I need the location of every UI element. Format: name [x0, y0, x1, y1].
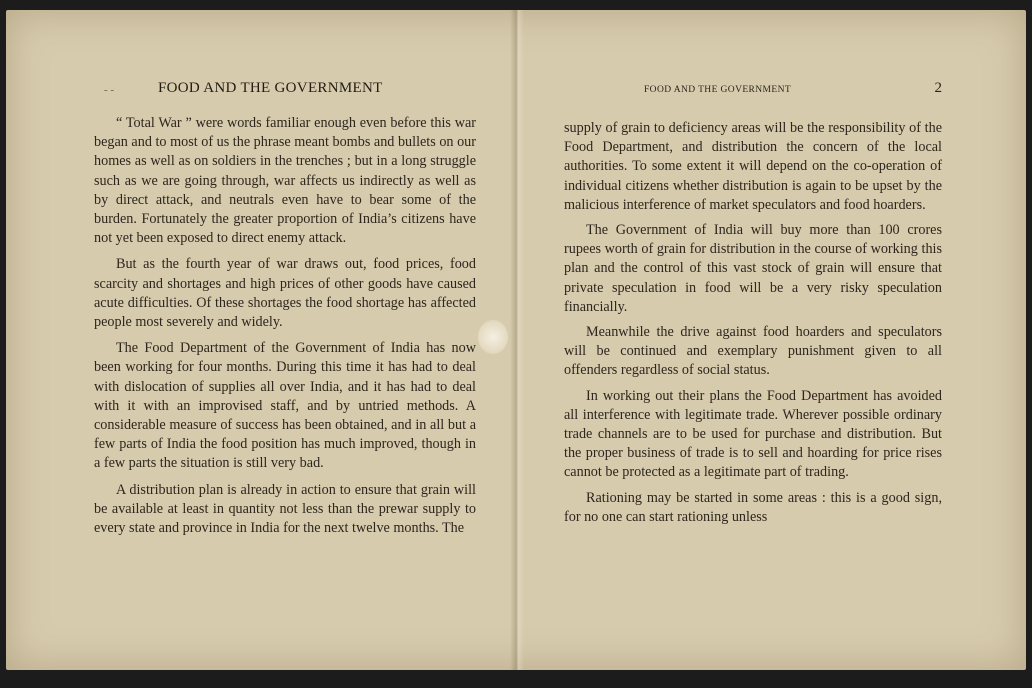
right-page — [564, 10, 942, 670]
booklet-spread — [6, 10, 1026, 670]
paragraph: The Food Department of the Government of India has now been working for four months. During this time it has had to deal with dislocation of supplies all over India, and it has had to deal with it with an improvised staff, and by untried methods. A considerable measure of success has been obtained, and in all but a few parts of India the food position has much improved, though in a few parts the situation is still very bad. — [94, 340, 476, 472]
staple-hole — [478, 320, 508, 354]
left-page-body — [94, 114, 476, 545]
paragraph: A distribution plan is already in action to ensure that grain will be available at least in quantity not less than the prewar supply to every state and province in India for the next twelve months. The — [94, 481, 476, 537]
right-page-body — [564, 119, 942, 533]
paragraph: In working out their plans the Food Department has avoided all interference with legitimate trade. Wherever possible ordinary trade channels are to be used for purchase and distribution. But the proper business of trade is to sell and hoarding for price rises cannot be protected as a legitimate part of trading. — [564, 387, 942, 481]
paragraph: Rationing may be started in some areas : this is a good sign, for no one can start rationing unless — [564, 489, 942, 525]
paragraph: The Government of India will buy more than 100 crores rupees worth of grain for distribution in the course of working this plan and the control of this vast stock of grain will ensure that private speculation in food will be a very risky speculation financially. — [564, 222, 942, 315]
paragraph: Meanwhile the drive against food hoarders and speculators will be continued and exemplary punishment given to all offenders regardless of social status. — [564, 324, 942, 379]
running-title: FOOD AND THE GOVERNMENT — [158, 80, 383, 96]
left-page-header — [94, 80, 476, 100]
paragraph: “ Total War ” were words familiar enough even before this war began and to most of us the phrase meant bombs and bullets on our homes as well as on soldiers in the trenches ; but in a long struggle such as we are going through, war affects us indirectly as well as by direct attack, and neutrals even have to bear some of the burden. Fortunately the greater proportion of India’s citizens have not yet been exposed to direct enemy attack. — [94, 115, 476, 247]
left-page — [94, 10, 476, 670]
center-fold — [510, 10, 524, 670]
header-mark: - - — [104, 84, 115, 96]
right-page-header — [564, 80, 942, 100]
running-title: FOOD AND THE GOVERNMENT — [644, 85, 792, 95]
paragraph: supply of grain to deficiency areas will be the responsibility of the Food Department, and distribution the concern of the local authorities. To some extent it will depend on the co-operation of individual citizens whether distribution is again to be upset by the malicious interference of market speculators and food hoarders. — [564, 120, 942, 213]
page-number: 2 — [934, 80, 942, 96]
paragraph: But as the fourth year of war draws out, food prices, food scarcity and shortages and high prices of other goods have caused acute difficulties. Of these shortages the food shortage has affected people most severely and widely. — [94, 256, 476, 331]
